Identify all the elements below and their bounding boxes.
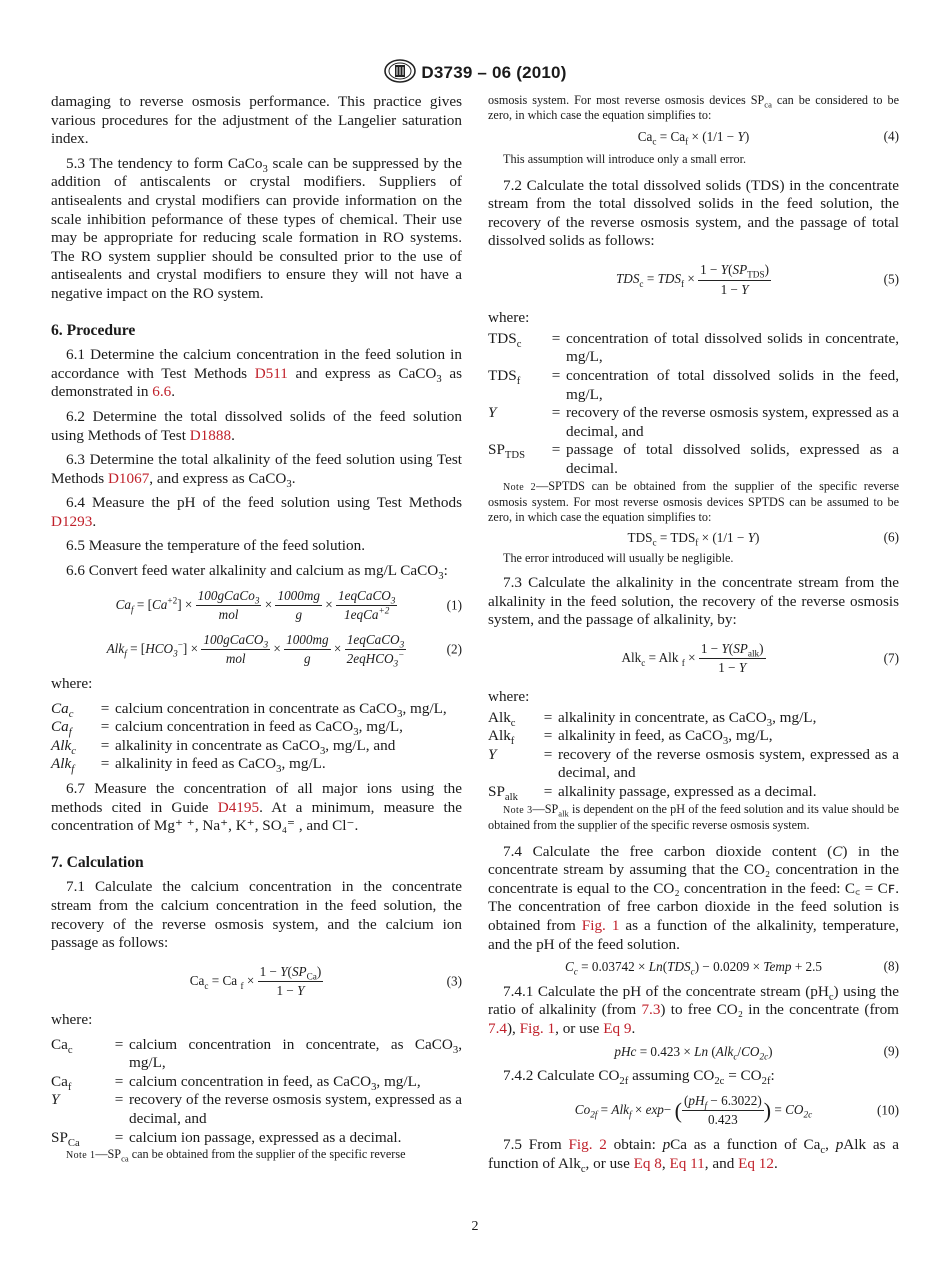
equation-7: Alk$_c$ = Alk $_f$ × $\frac{1 - Y(SP_{alk})}{1 - Y}$ (7) (621, 640, 899, 676)
link-eq-8[interactable]: Eq 8 (633, 1154, 662, 1172)
definition-row: $Ca_f$ = calcium concentration in feed as CaCO$_3$, mg/L, (51, 718, 403, 739)
definition-row: $Ca_f$ = calcium concentration in feed, as CaCO$_3$, mg/L, (51, 1072, 421, 1093)
definition-row: Y = recovery of the reverse osmosis system, expressed as a decimal, and (488, 745, 899, 782)
para-6-7: 6.7 Measure the concentration of all major ions using the methods cited in Guide D4195. At a minimum, measure the concentration of Mg⁺ ⁺, Na⁺, K⁺, SO₄⁼ , and Cl⁻. (51, 780, 462, 835)
section-6-heading: 6. Procedure (51, 321, 136, 339)
equation-8: $C_c = 0.03742 \times Ln(TDS_c) - 0.0209$ × Temp + 2.5 (8) (564, 959, 899, 977)
equation-1: $Ca_f = [Ca^{+2}]$ × $\frac{100gCaCo_3}{\text{mol}}$ × $\frac{1000mg}{g}$ × $\frac{1eqCaCO_3}{1eqCa^{+2}}$ (1) (115, 587, 462, 623)
equation-2: $Alk_f = [HCO_3^-]$ × $\frac{100gCaCO_3}{\text{mol}}$ × $\frac{1000mg}{g}$ × $\frac{1eqCaCO_3}{2eqHCO_3^-}$ (2) (106, 631, 462, 670)
definition-row: $Ca_c$ = calcium concentration in concentrate as CaCO$_3$, mg/L, (51, 699, 447, 720)
para-6-6: 6.6 Convert feed water alkalinity and calcium as mg/L CaCO$_3$: (66, 562, 448, 583)
definition-row: $SP_{Ca}$ = calcium ion passage, expressed as a decimal. (51, 1128, 402, 1149)
para-7-5: 7.5 From Fig. 2 obtain: pCa as a function of $Ca_c$, pAlk as a function of Alk$_c$, or use Eq 8, Eq 11, and Eq 12. (488, 1135, 899, 1175)
equation-9: pHc = 0.423 × Ln $(Alk_c/CO_{2c})$ (9) (614, 1043, 899, 1062)
link-7-4[interactable]: 7.4 (488, 1019, 507, 1037)
para-6-1: 6.1 Determine the calcium concentration in the feed solution in accordance with Test Methods D511 and express as CaCO$_3$ as demonstrated in 6.6. (51, 346, 462, 401)
page-header (0, 58, 950, 89)
where-label-3: where: (488, 309, 530, 327)
para-6-2: 6.2 Determine the total dissolved solids of the feed solution using Methods of Test D1888. (51, 407, 462, 444)
link-7-3[interactable]: 7.3 (641, 1001, 661, 1019)
para-6-3: 6.3 Determine the total alkalinity of the feed solution using Test Methods D1067, and express as CaCO$_3$. (51, 451, 462, 490)
definition-row: $SP_{TDS}$ = passage of total dissolved solids, expressed as a decimal. (488, 441, 899, 477)
para-7-1: 7.1 Calculate the calcium concentration in the concentrate stream from the calcium concentration in the feed solution, the recovery of the reverse osmosis system, and the calcium ion passage as follows: (51, 878, 462, 952)
link-fig-1-b[interactable]: Fig. 1 (519, 1019, 556, 1037)
para-6-5: 6.5 Measure the temperature of the feed solution. (66, 537, 366, 555)
definitions-1 (51, 700, 462, 774)
definition-row: $TDS_c$ = concentration of total dissolved solids in concentrate, mg/L, (488, 329, 899, 366)
equation-10: $Co_{2f} = Alk_f \times \exp-$ ( $\frac{(pH_f - 6.3022)}{0.423}$ ) = $CO_{2c}$ (10) (574, 1092, 899, 1128)
definition-row: Alk$_c$ = alkalinity in concentrate, as CaCO$_3$, mg/L, (488, 708, 817, 729)
page-number: 2 (471, 1219, 479, 1234)
definitions-3 (488, 330, 899, 479)
equation-6: $TDS_c = TDS_f \times (1/1 - Y)$ (6) (627, 529, 899, 548)
where-label-4: where: (488, 688, 530, 706)
astm-logo-icon (383, 58, 417, 89)
equation-4: $Ca_c = Ca_f \times (1/1 - Y)$ (4) (637, 129, 899, 147)
section-7-heading: 7. Calculation (51, 853, 144, 871)
equation-3: $Ca_c = Ca$ $_f$ × $\frac{1 - Y(SP_{Ca})}{1 - Y}$ (3) (189, 963, 462, 999)
negligible-line: The error introduced will usually be negligible. (503, 551, 734, 566)
where-label-2: where: (51, 1010, 93, 1028)
link-d511[interactable]: D511 (254, 364, 288, 382)
link-fig-2[interactable]: Fig. 2 (568, 1135, 607, 1153)
note-3: Note $3—SP_{alk}$ is dependent on the pH of the feed solution and its value should be obtained from the supplier of the specific reverse osmosis system. (488, 801, 899, 832)
definition-row: Y = recovery of the reverse osmosis system, expressed as a decimal, and (51, 1091, 462, 1127)
link-fig-1[interactable]: Fig. 1 (581, 917, 620, 934)
note-2: Note 2—SPTDS can be obtained from the supplier of the specific reverse osmosis system. For most reverse osmosis devices SPTDS can be assumed to be zero, in which case the equation simplifies to: (488, 478, 899, 524)
link-d1888[interactable]: D1888 (189, 426, 232, 444)
definitions-4 (488, 709, 899, 802)
equation-5: $TDS_c = TDS_f$ × $\frac{1 - Y(SP_{TDS})}{1 - Y}$ (5) (615, 261, 899, 297)
definition-row: $SP_{alk}$ = alkalinity passage, expressed as a decimal. (488, 783, 817, 804)
document-designation: D3739 – 06 (2010) (421, 62, 567, 82)
para-6-4: 6.4 Measure the pH of the feed solution using Test Methods D1293. (51, 494, 462, 530)
assumption-line: This assumption will introduce only a small error. (503, 151, 747, 166)
link-d1067[interactable]: D1067 (107, 469, 150, 487)
definition-row: $Ca_c$ = calcium concentration in concentrate, as CaCO$_3$, mg/L, (51, 1035, 462, 1072)
para-5-3: 5.3 The tendency to form CaCo$_3$ scale can be suppressed by the addition of antiscalents or crystal modifiers. Suppliers of antisealents and crystal modifiers can provide information on the scale inhibition peformance of these types of chemical. Their use may be appropriate for reducing scale formation in RO systems. The RO system supplier should be consulted prior to the use of antisealents and crystal modifiers to ensure they will not have a negative impact on the RO system. (51, 154, 462, 302)
intro-paragraph: damaging to reverse osmosis performance. This practice gives various procedures for the adjustment of the Langelier saturation index. (51, 93, 462, 148)
right-column (488, 93, 899, 1173)
para-7-3: 7.3 Calculate the alkalinity in the concentrate stream from the alkalinity in the feed solution, the recovery of the reverse osmosis system, and the passage of alkalinity, by: (488, 574, 899, 629)
link-6-6[interactable]: 6.6 (152, 383, 172, 401)
definition-row: Alk$_c$ = alkalinity in concentrate as CaCO$_3$, mg/L, and (51, 736, 396, 757)
where-label-1: where: (51, 675, 93, 693)
para-7-2: 7.2 Calculate the total dissolved solids (TDS) in the concentrate stream from the total dissolved solids in the feed solution, the recovery of the reverse osmosis system, and the passage of total dissolved solids as follows: (488, 176, 899, 250)
definition-row: Y = recovery of the reverse osmosis system, expressed as a decimal, and (488, 404, 899, 440)
para-7-4: 7.4 Calculate the free carbon dioxide content (C) in the concentrate stream by assuming that the CO₂ concentration in the concentrate is equal to the CO₂ concentration in the feed: C꜀ = Cꜰ. The concentration of free carbon dioxide in the feed solution is obtained from Fig. 1 as a function of the alkalinity, temperature, and the pH of the feed solution. (488, 842, 899, 953)
link-d4195[interactable]: D4195 (217, 798, 260, 816)
definition-row: $TDS_f$ = concentration of total dissolved solids in the feed, mg/L, (488, 366, 899, 403)
note-1-continued: osmosis system. For most reverse osmosis devices $SP_{ca}$ can be considered to be zero, in which case the equation simplifies to: (488, 93, 899, 122)
link-eq-11[interactable]: Eq 11 (669, 1154, 705, 1172)
link-eq-9[interactable]: Eq 9 (603, 1019, 632, 1037)
definitions-2 (51, 1036, 462, 1148)
para-7-4-1: 7.4.1 Calculate the pH of the concentrate stream $(pH_c)$ using the ratio of alkalinity (from 7.3) to free CO₂ in the concentrate (from 7.4), Fig. 1, or use Eq 9. (488, 982, 899, 1037)
definition-row: Alk$_f$ = alkalinity in feed as CaCO$_3$, mg/L. (51, 755, 326, 776)
definition-row: Alk$_f$ = alkalinity in feed, as CaCO$_3$, mg/L, (488, 727, 773, 748)
note-1: Note $1—SP_{ca}$ can be obtained from the supplier of the specific reverse (66, 1147, 406, 1164)
link-eq-12[interactable]: Eq 12 (738, 1154, 774, 1172)
link-d1293[interactable]: D1293 (51, 512, 93, 530)
left-column (51, 93, 462, 1163)
para-7-4-2: 7.4.2 Calculate $CO_{2f}$ assuming $CO_{2c} = CO_{2f}$: (503, 1067, 775, 1088)
